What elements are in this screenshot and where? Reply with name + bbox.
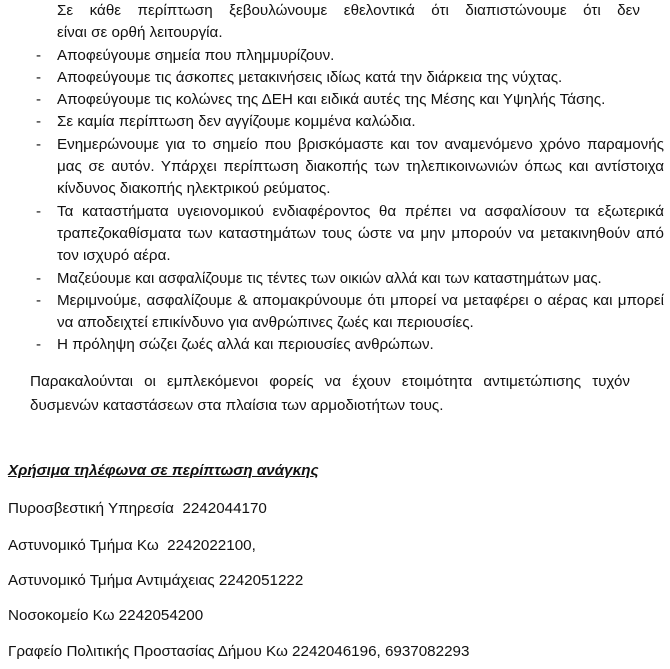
list-item: [0, 268, 670, 290]
list-item-text: Σε καμία περίπτωση δεν αγγίζουμε κομμένα καλώδια.: [57, 113, 416, 131]
phone-entry-fire-service: Πυροσβεστική Υπηρεσία 2242044170: [8, 500, 267, 517]
list-item-text: Αποφεύγουμε τις κολώνες της ΔΕΗ και ειδικά αυτές της Μέσης και Υψηλής Τάσης.: [57, 91, 606, 109]
list-item-text: Ενημερώνουμε για το σημείο που βρισκόμαστε και τον αναμενόμενο χρόνο παραμονής μας σε αυτόν. Υπάρχει περίπτωση διακοπής των τηλεπικοινωνιών όπως και αντίστοιχα κίνδυνος διακοπής ηλεκτρικού ρεύματος.: [57, 135, 664, 198]
bullet-dash: -: [36, 68, 42, 86]
bullet-dash: -: [36, 336, 42, 354]
list-item: [0, 89, 670, 111]
list-item-text: Μεριμνούμε, ασφαλίζουμε & απομακρύνουμε ότι μπορεί να μεταφέρει ο αέρας και μπορεί να αποδειχτεί επικίνδυνο για ανθρώπινες ζωές και περιουσίες.: [57, 291, 664, 332]
bullet-dash: -: [36, 135, 42, 153]
list-item: [0, 111, 670, 133]
phones-heading: Χρήσιμα τηλέφωνα σε περίπτωση ανάγκης: [8, 462, 319, 479]
bullet-dash: -: [36, 91, 42, 109]
intro-paragraph-end: [0, 22, 670, 44]
phone-entry-civil-protection: Γραφείο Πολιτικής Προστασίας Δήμου Κω 2242046196, 6937082293: [8, 643, 470, 660]
list-item-text: Μαζεύουμε και ασφαλίζουμε τις τέντες των οικιών αλλά και των καταστημάτων μας.: [57, 270, 602, 287]
phone-entry-police-antimachia: Αστυνομικό Τμήμα Αντιμάχειας 2242051222: [8, 572, 304, 589]
list-item: [0, 201, 670, 268]
phone-entry-police-kos: Αστυνομικό Τμήμα Κω 2242022100,: [8, 537, 256, 554]
intro-line-2: είναι σε ορθή λειτουργία.: [57, 24, 223, 42]
list-item-text: Η πρόληψη σώζει ζωές αλλά και περιουσίες ανθρώπων.: [57, 336, 434, 354]
list-item: [0, 334, 670, 356]
bullet-dash: -: [36, 291, 42, 309]
bullet-dash: -: [36, 202, 42, 220]
list-item-text: Τα καταστήματα υγειονομικού ενδιαφέροντος θα πρέπει να ασφαλίσουν τα εξωτερικά τραπεζοκαθίσματα των καταστημάτων τους ώστε να μην μπορούν να μετακινηθούν από τον ισχυρό αέρα.: [57, 202, 664, 265]
intro-paragraph: [0, 0, 670, 22]
bullet-dash: -: [36, 113, 42, 131]
phone-entry-hospital: Νοσοκομείο Κω 2242054200: [8, 607, 204, 624]
list-item: [0, 290, 670, 335]
list-item: [0, 67, 670, 89]
intro-line-1: Σε κάθε περίπτωση ξεβουλώνουμε εθελοντικά ότι διαπιστώνουμε ότι δεν: [57, 2, 640, 19]
closing-paragraph: Παρακαλούνται οι εμπλεκόμενοι φορείς να έχουν ετοιμότητα αντιμετώπισης τυχόν δυσμενών καταστάσεων στα πλαίσια των αρμοδιοτήτων τους.: [30, 373, 630, 414]
list-item-text: Αποφεύγουμε σημεία που πλημμυρίζουν.: [57, 46, 335, 64]
list-item: [0, 45, 670, 67]
bullet-dash: -: [36, 269, 42, 287]
bullet-dash: -: [36, 46, 42, 64]
list-item-text: Αποφεύγουμε τις άσκοπες μετακινήσεις ιδίως κατά την διάρκεια της νύχτας.: [57, 68, 563, 86]
list-item: [0, 134, 670, 201]
